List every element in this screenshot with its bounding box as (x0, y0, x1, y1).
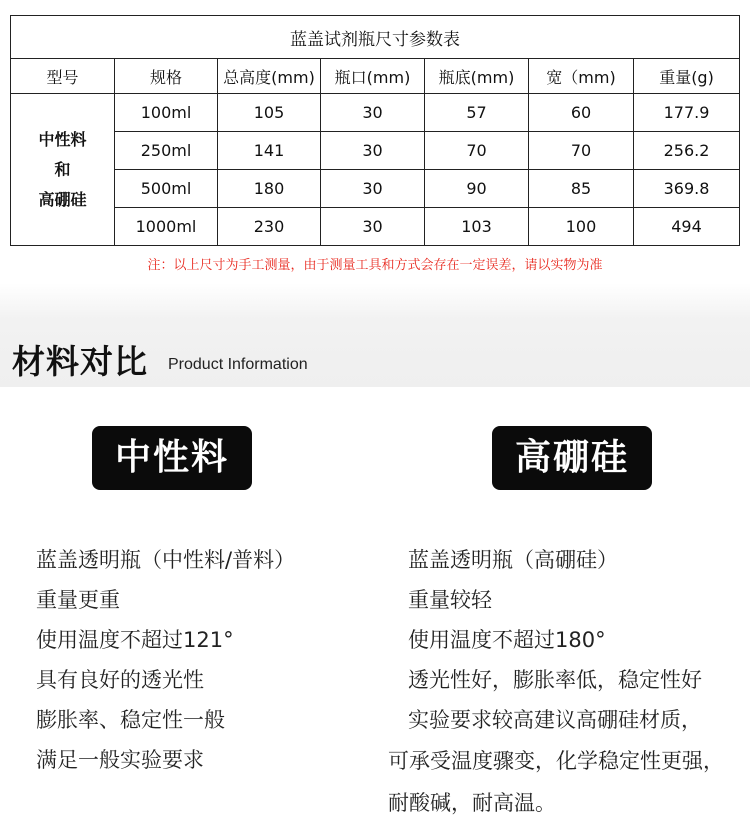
cell-spec: 1000ml (115, 208, 218, 246)
neutral-glass-badge: 中性料 (92, 426, 252, 490)
cell-weight: 256.2 (634, 132, 740, 170)
header-weight: 重量(g) (634, 59, 740, 94)
cell-total-height: 105 (218, 94, 321, 132)
list-item: 实验要求较高建议高硼硅材质， (408, 708, 702, 732)
cell-spec: 500ml (115, 170, 218, 208)
measurement-note: 注：以上尺寸为手工测量，由于测量工具和方式会存在一定误差，请以实物为准 (147, 258, 603, 273)
cell-mouth: 30 (321, 208, 425, 246)
cell-weight: 177.9 (634, 94, 740, 132)
table-row (11, 132, 740, 170)
header-spec: 规格 (115, 59, 218, 94)
table-row (11, 94, 740, 132)
size-parameter-table (10, 15, 740, 246)
cell-mouth: 30 (321, 170, 425, 208)
list-item: 蓝盖透明瓶（高硼硅） (408, 548, 618, 572)
cell-weight: 494 (634, 208, 740, 246)
cell-width: 70 (529, 132, 634, 170)
list-item: 具有良好的透光性 (36, 668, 204, 692)
section-subtitle: Product Information (168, 356, 308, 373)
material-line: 高硼硅 (38, 189, 87, 209)
cell-bottom: 70 (425, 132, 529, 170)
header-model: 型号 (11, 59, 115, 94)
section-title: 材料对比 (12, 342, 148, 381)
table-row (11, 208, 740, 246)
cell-total-height: 230 (218, 208, 321, 246)
cell-width: 85 (529, 170, 634, 208)
cell-bottom: 103 (425, 208, 529, 246)
cell-bottom: 90 (425, 170, 529, 208)
borosilicate-feature-list (408, 540, 702, 740)
borosilicate-description: 可承受温度骤变，化学稳定性更强，耐酸碱，耐高温。 (388, 749, 724, 815)
cell-bottom: 57 (425, 94, 529, 132)
cell-spec: 100ml (115, 94, 218, 132)
list-item: 满足一般实验要求 (36, 748, 204, 772)
header-total-height: 总高度(mm) (218, 59, 321, 94)
list-item: 蓝盖透明瓶（中性料/普料） (36, 548, 296, 572)
cell-total-height: 180 (218, 170, 321, 208)
cell-spec: 250ml (115, 132, 218, 170)
cell-weight: 369.8 (634, 170, 740, 208)
cell-mouth: 30 (321, 132, 425, 170)
header-bottom: 瓶底(mm) (425, 59, 529, 94)
header-mouth: 瓶口(mm) (321, 59, 425, 94)
list-item: 使用温度不超过121° (36, 628, 234, 652)
table-header-row (11, 59, 740, 94)
list-item: 透光性好，膨胀率低，稳定性好 (408, 668, 702, 692)
list-item: 使用温度不超过180° (408, 628, 606, 652)
list-item: 重量更重 (36, 588, 120, 612)
list-item: 膨胀率、稳定性一般 (36, 708, 225, 732)
cell-width: 100 (529, 208, 634, 246)
list-item: 重量较轻 (408, 588, 492, 612)
neutral-glass-feature-list (36, 540, 295, 780)
cell-width: 60 (529, 94, 634, 132)
material-line: 中性料 (38, 129, 87, 149)
table-title: 蓝盖试剂瓶尺寸参数表 (11, 16, 740, 59)
cell-mouth: 30 (321, 94, 425, 132)
cell-total-height: 141 (218, 132, 321, 170)
header-width: 宽（mm) (529, 59, 634, 94)
material-line: 和 (54, 159, 71, 179)
material-cell (11, 94, 115, 246)
borosilicate-badge: 高硼硅 (492, 426, 652, 490)
table-row (11, 170, 740, 208)
